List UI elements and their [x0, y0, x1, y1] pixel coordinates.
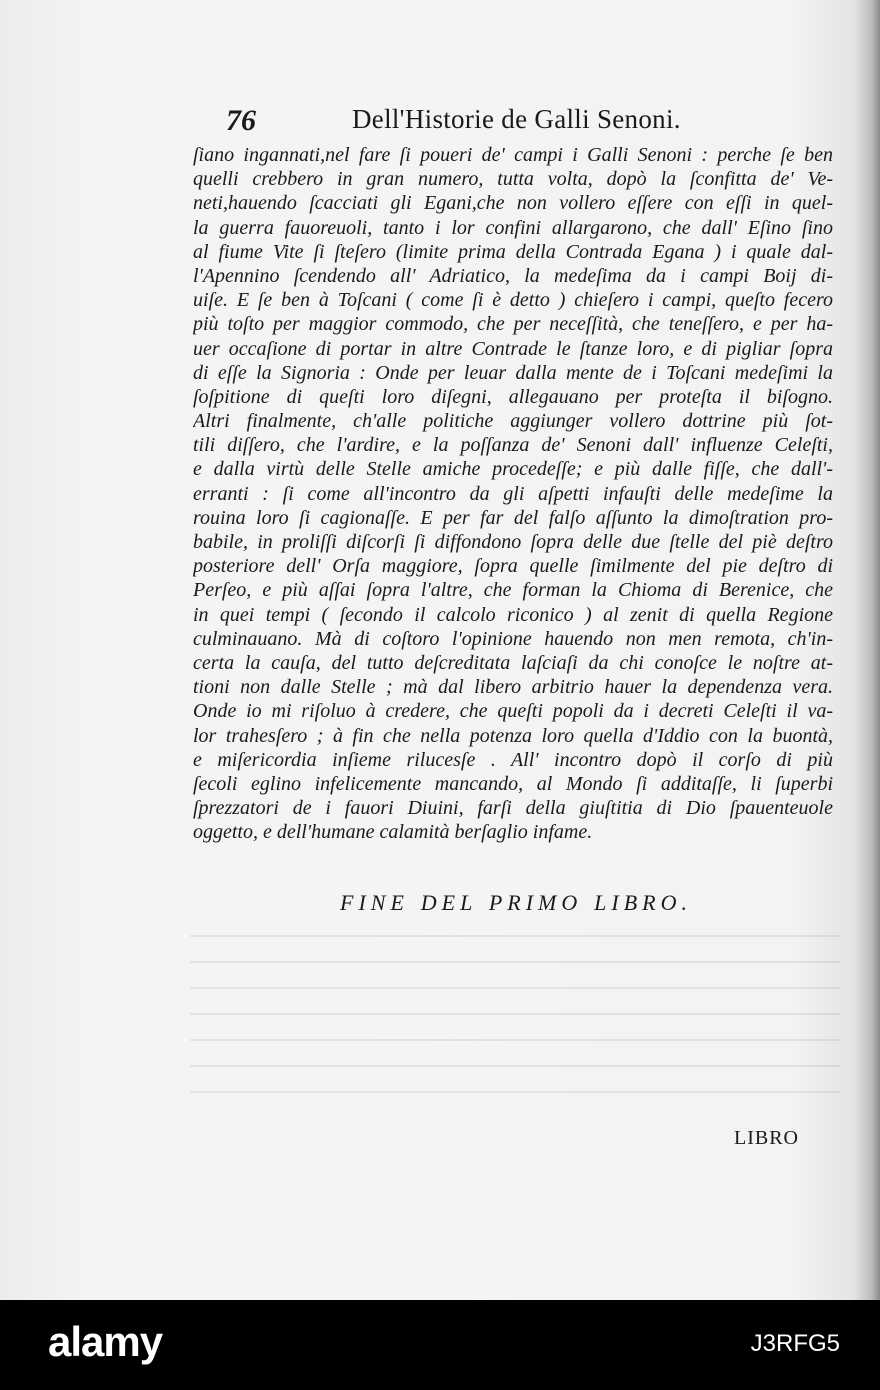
- text-line: babile, in proliſſi diſcorſi ſi diffondono ſopra delle due ſtelle del piè deſtro: [193, 531, 833, 553]
- text-line: oggetto, e dell'humane calamità berſaglio infame.: [193, 821, 593, 844]
- text-line: neti,hauendo ſcacciati gli Egani,che non vollero eſſere con eſſi in quel-: [193, 192, 833, 215]
- bleed-through-text: [190, 935, 840, 1115]
- text-line: Onde io mi riſoluo à credere, che queſti popoli da i decreti Celeſti il va-: [193, 700, 833, 723]
- text-line: e miſericordia inſieme rilucesſe . All' incontro dopò il corſo di più: [193, 748, 833, 771]
- text-line: Perſeo, e più aſſai ſopra l'altre, che forman la Chioma di Berenice, che: [193, 579, 833, 602]
- text-line: erranti : ſi come all'incontro da gli aſpetti infauſti delle medeſime la: [193, 482, 833, 505]
- catchword: LIBRO: [734, 1127, 799, 1149]
- text-line: posteriore dell' Orſa maggiore, ſopra quelle ſimilmente del pie deſtro di: [193, 555, 833, 578]
- text-line: lor trahesſero ; à fin che nella potenza loro quella d'Iddio con la buontà,: [193, 724, 833, 747]
- text-line: ſprezzatori de i fauori Diuini, farſi della giuſtitia di Dio ſpauenteuole: [193, 797, 833, 820]
- image-id: J3RFG5: [750, 1330, 840, 1357]
- watermark-band: [0, 1300, 880, 1390]
- text-line: certa la cauſa, del tutto deſcreditata laſciaſi da chi conoſce le noſtre at-: [193, 651, 833, 674]
- text-line: più toſto per maggior commodo, che per neceſſità, che teneſſero, e per ha-: [193, 313, 833, 336]
- text-line: al fiume Vite ſi ſteſero (limite prima della Contrada Egana ) i quale dal-: [193, 240, 833, 263]
- text-line: uiſe. E ſe ben à Toſcani ( come ſi è detto ) chieſero i campi, queſto fecero: [193, 289, 833, 312]
- running-title: Dell'Historie de Galli Senoni.: [352, 104, 681, 134]
- text-line: quelli crebbero in gran numero, tutta volta, dopò la ſconfitta de' Ve-: [193, 168, 833, 191]
- closing-line: FINE DEL PRIMO LIBRO.: [340, 890, 692, 915]
- page-number: 76: [226, 104, 256, 137]
- text-line: Altri finalmente, ch'alle politiche aggiunger vollero dottrine più ſot-: [193, 410, 833, 433]
- text-line: uer occaſione di portar in altre Contrade le ſtanze loro, e di pigliar ſopra: [193, 337, 833, 360]
- text-line: tioni non dalle Stelle ; mà dal libero arbitrio hauer la dependenza vera.: [193, 676, 833, 699]
- body-text: [193, 143, 833, 844]
- text-line: in quei tempi ( ſecondo il calcolo riconico ) al zenit di quella Regione: [193, 603, 833, 626]
- text-line: ſecoli eglino infelicemente mancando, al Mondo ſi additaſſe, li ſuperbi: [193, 772, 833, 795]
- alamy-logo: alamy: [48, 1318, 163, 1365]
- text-line: e dalla virtù delle Stelle amiche procedeſſe; e più dalle fiſſe, che dall'-: [193, 458, 833, 481]
- text-line: tili diſſero, che l'ardire, e la poſſanza de' Senoni dall' influenze Celeſti,: [193, 434, 833, 457]
- text-line: ſoſpitione di queſti loro diſegni, allegauano per proteſta il biſogno.: [193, 385, 833, 408]
- text-line: di eſſe la Signoria : Onde per leuar dalla mente de i Toſcani medeſimi la: [193, 361, 833, 384]
- text-line: culminauano. Mà di coſtoro l'opinione hauendo non men remota, ch'in-: [193, 627, 833, 650]
- text-line: l'Apennino ſcendendo all' Adriatico, la medeſima da i campi Boij di-: [193, 264, 833, 287]
- text-line: la guerra fauoreuoli, tanto i lor confini allargarono, che dall' Eſino ſino: [193, 216, 833, 239]
- text-line: rouina loro ſi cagionaſſe. E per far del falſo aſſunto la dimoſtration pro-: [193, 506, 833, 529]
- text-line: ſiano ingannati,nel fare ſi poueri de' campi i Galli Senoni : perche ſe ben: [193, 144, 833, 166]
